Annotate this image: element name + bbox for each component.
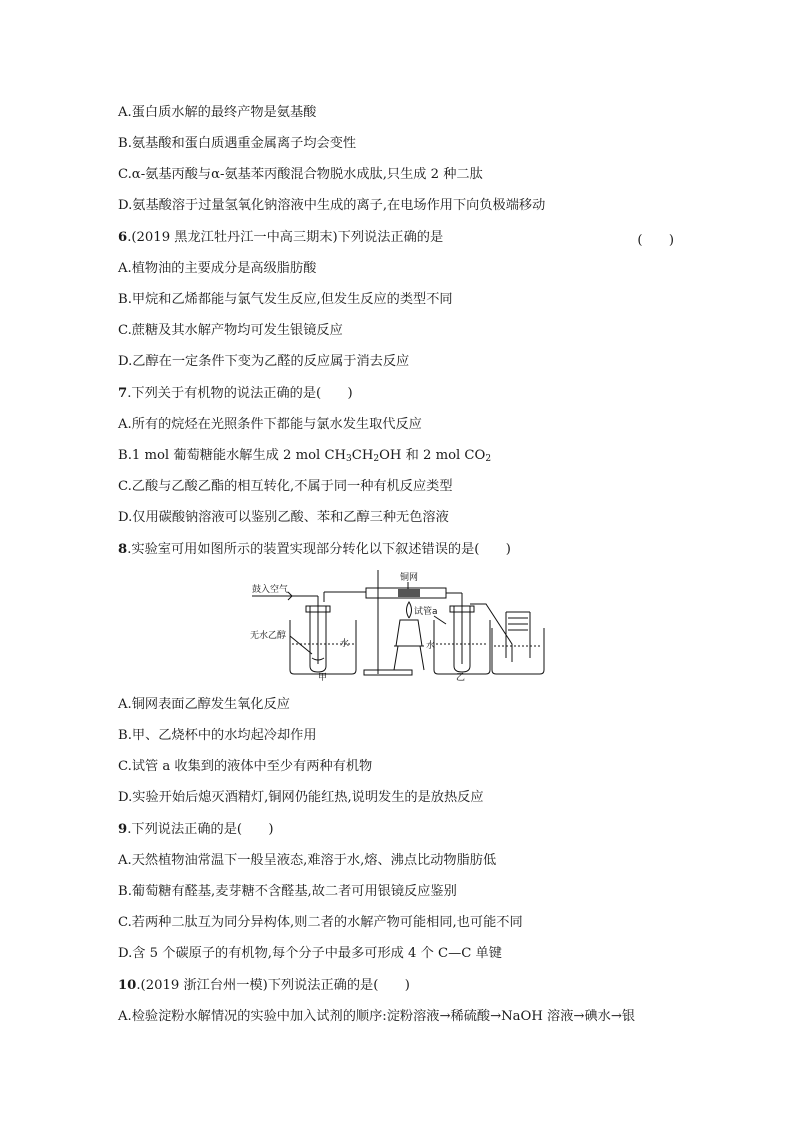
q8-stem-text: .实验室可用如图所示的装置实现部分转化以下叙述错误的是( ) <box>127 542 511 557</box>
q5-option-a: A.蛋白质水解的最终产物是氨基酸 <box>118 105 317 120</box>
q9-option-d: D.含 5 个碳原子的有机物,每个分子中最多可形成 4 个 C—C 单键 <box>118 946 502 961</box>
q6-stem-text: .(2019 黑龙江牡丹江一中高三期末)下列说法正确的是 <box>127 230 444 245</box>
label-copper: 铜网 <box>400 573 419 583</box>
q7-stem-text: .下列关于有机物的说法正确的是( ) <box>127 386 353 401</box>
q8-option-c: C.试管 a 收集到的液体中至少有两种有机物 <box>118 759 373 774</box>
label-air-inlet: 鼓入空气 <box>252 585 289 595</box>
label-water-right: 水 <box>426 641 436 651</box>
q7-option-b: B.1 mol 葡萄糖能水解生成 2 mol $CH_3CH_2OH$ 和 2 mol $CO_2$ <box>118 448 492 464</box>
q9-option-c: C.若两种二肽互为同分异构体,则二者的水解产物可能相同,也可能不同 <box>118 915 523 930</box>
q8-number: 8 <box>118 542 128 557</box>
q9-option-a: A.天然植物油常温下一般呈液态,难溶于水,熔、沸点比动物脂肪低 <box>118 853 497 868</box>
q9-option-b: B.葡萄糖有醛基,麦芽糖不含醛基,故二者可用银镜反应鉴别 <box>118 884 457 899</box>
q8-option-b: B.甲、乙烧杯中的水均起冷却作用 <box>118 728 317 743</box>
gas-jar-lines <box>508 618 528 630</box>
copper-mesh <box>398 589 420 597</box>
q7-option-d: D.仅用碳酸钠溶液可以鉴别乙酸、苯和乙醇三种无色溶液 <box>118 510 449 525</box>
label-jia: 甲 <box>318 673 328 682</box>
leader-ethanol <box>290 636 312 654</box>
q10-stem <box>118 977 410 995</box>
q6-number: 6 <box>118 230 128 245</box>
q6-option-c: C.蔗糖及其水解产物均可发生银镜反应 <box>118 323 343 338</box>
q10-number: 10 <box>118 978 137 993</box>
q6-stem <box>118 229 443 247</box>
label-ethanol: 无水乙醇 <box>250 631 287 641</box>
tripod <box>394 646 424 670</box>
q9-stem <box>118 821 274 839</box>
q10-option-a: A.检验淀粉水解情况的实验中加入试剂的顺序:淀粉溶液→稀硫酸→NaOH 溶液→碘水→银 <box>118 1009 636 1024</box>
q7-number: 7 <box>118 386 128 401</box>
q7-option-c: C.乙酸与乙酸乙酯的相互转化,不属于同一种有机反应类型 <box>118 479 453 494</box>
q6-option-b: B.甲烷和乙烯都能与氯气发生反应,但发生反应的类型不同 <box>118 292 453 307</box>
q10-stem-text: .(2019 浙江台州一模)下列说法正确的是( ) <box>136 978 410 993</box>
label-yi: 乙 <box>456 673 466 682</box>
q8-option-a: A.铜网表面乙醇发生氧化反应 <box>118 697 290 712</box>
water-trough <box>492 628 544 674</box>
q6-answer-bracket: ( ) <box>637 233 674 248</box>
q9-stem-text: .下列说法正确的是( ) <box>127 822 274 837</box>
inverted-gas-jar <box>506 612 530 658</box>
q5-option-b: B.氨基酸和蛋白质遇重金属离子均会变性 <box>118 136 357 151</box>
flame <box>407 602 412 618</box>
apparatus-diagram <box>248 566 548 682</box>
label-tube-a: 试管a <box>414 607 438 617</box>
q5-option-c: C.α-氨基丙酸与α-氨基苯丙酸混合物脱水成肽,只生成 2 种二肽 <box>118 167 483 182</box>
q6-option-d: D.乙醇在一定条件下变为乙醛的反应属于消去反应 <box>118 354 410 369</box>
label-water-left: 水 <box>340 639 350 649</box>
q7-option-a: A.所有的烷烃在光照条件下都能与氯水发生取代反应 <box>118 417 422 432</box>
leader-tube-a <box>434 616 446 624</box>
q7-stem <box>118 385 353 403</box>
q8-stem <box>118 541 511 559</box>
alcohol-lamp <box>396 620 422 646</box>
q8-option-d: D.实验开始后熄灭酒精灯,铜网仍能红热,说明发生的是放热反应 <box>118 790 484 805</box>
q5-option-d: D.氨基酸溶于过量氢氧化钠溶液中生成的离子,在电场作用下向负极端移动 <box>118 198 546 213</box>
iron-stand-base <box>364 670 412 675</box>
q6-option-a: A.植物油的主要成分是高级脂肪酸 <box>118 261 317 276</box>
q9-number: 9 <box>118 822 128 837</box>
